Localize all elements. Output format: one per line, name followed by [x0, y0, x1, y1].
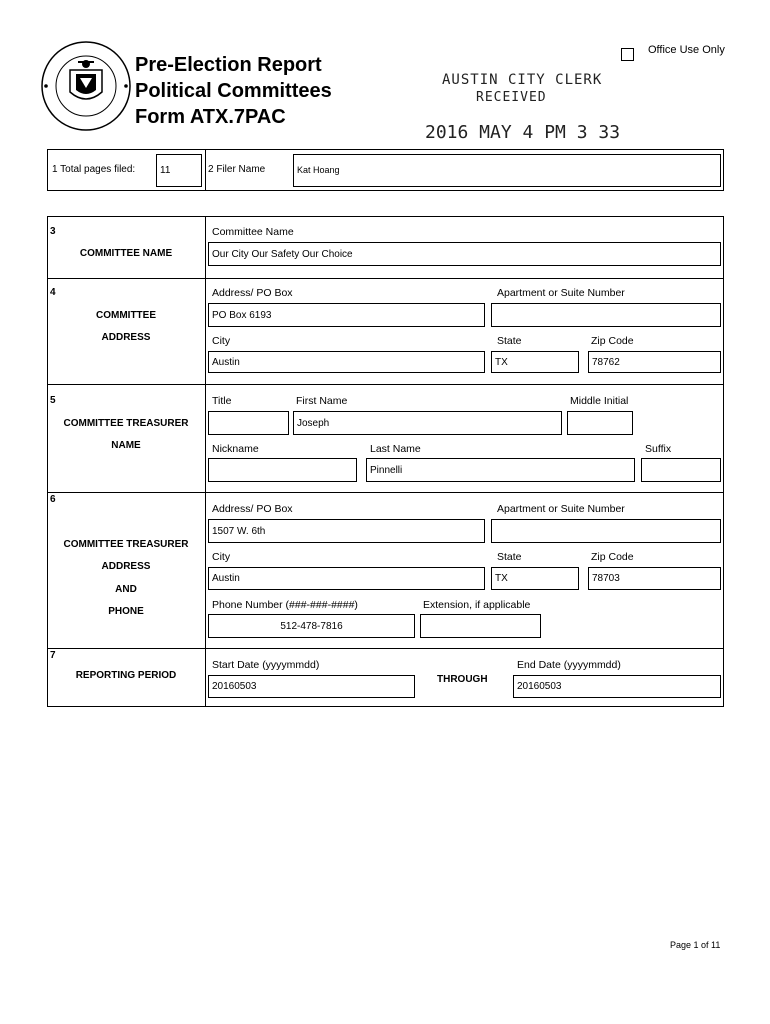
end-date-label: End Date (yyyymmdd) — [517, 659, 621, 671]
committee-name-caption: COMMITTEE NAME — [79, 248, 173, 259]
section-number: 7 — [50, 650, 56, 661]
treasurer-nickname-value — [209, 459, 356, 462]
last-name-label: Last Name — [370, 443, 421, 455]
city-label: City — [212, 335, 231, 347]
treasurer-apt-value — [492, 520, 720, 523]
treasurer-state-field[interactable] — [491, 567, 579, 590]
start-date-field[interactable] — [208, 675, 415, 698]
treasurer-address-caption-2: ADDRESS — [101, 561, 151, 572]
treasurer-name-caption-1: COMMITTEE TREASURER — [63, 418, 189, 429]
treasurer-first-name-field[interactable] — [293, 411, 562, 435]
treasurer-phone-field[interactable] — [208, 614, 415, 638]
treasurer-last-name-value: Pinnelli — [370, 465, 403, 476]
address-label: Address/ PO Box — [212, 287, 293, 299]
city-seal — [40, 40, 132, 132]
suffix-label: Suffix — [645, 443, 672, 455]
row-divider — [47, 648, 724, 649]
treasurer-city-field[interactable] — [208, 567, 485, 590]
committee-state-field[interactable] — [491, 351, 579, 373]
committee-zip-value: 78762 — [592, 357, 620, 368]
filer-name-label: 2 Filer Name — [208, 164, 266, 175]
treasurer-address-field[interactable] — [208, 519, 485, 543]
received-stamp-line2: RECEIVED — [476, 90, 547, 105]
end-date-value: 20160503 — [517, 681, 562, 692]
section-number: 4 — [50, 287, 56, 298]
treasurer-nickname-field[interactable] — [208, 458, 357, 482]
office-use-label: Office Use Only — [648, 44, 725, 56]
treasurer-middle-initial-field[interactable] — [567, 411, 633, 435]
section-number: 3 — [50, 226, 56, 237]
form-title-line3: Form ATX.7PAC — [135, 106, 286, 128]
row-divider — [47, 278, 724, 279]
row-divider — [47, 384, 724, 385]
committee-name-label: Committee Name — [212, 226, 294, 238]
extension-label: Extension, if applicable — [423, 599, 531, 611]
treasurer-suffix-value — [642, 459, 720, 462]
total-pages-value: 11 — [160, 165, 171, 176]
nickname-label: Nickname — [212, 443, 259, 455]
treasurer-name-caption-2: NAME — [111, 440, 141, 451]
committee-address-field[interactable] — [208, 303, 485, 327]
phone-label: Phone Number (###-###-####) — [212, 599, 358, 611]
committee-address-caption-1: COMMITTEE — [96, 310, 156, 321]
treasurer-extension-field[interactable] — [420, 614, 541, 638]
middle-initial-label: Middle Initial — [570, 395, 629, 407]
committee-apt-field[interactable] — [491, 303, 721, 327]
treasurer-title-value — [209, 412, 288, 415]
title-label: Title — [212, 395, 232, 407]
zip-label: Zip Code — [591, 551, 634, 563]
treasurer-state-value: TX — [495, 573, 508, 584]
city-label: City — [212, 551, 231, 563]
filer-name-value: Kat Hoang — [297, 165, 340, 175]
treasurer-zip-value: 78703 — [592, 573, 620, 584]
committee-address-caption-2: ADDRESS — [101, 332, 151, 343]
committee-apt-value — [492, 304, 720, 307]
section-number: 5 — [50, 395, 56, 406]
start-date-value: 20160503 — [212, 681, 257, 692]
form-title-line2: Political Committees — [135, 80, 332, 102]
apt-label: Apartment or Suite Number — [497, 287, 625, 299]
committee-city-field[interactable] — [208, 351, 485, 373]
state-label: State — [497, 551, 522, 563]
office-use-checkbox[interactable] — [621, 48, 634, 61]
total-pages-field[interactable] — [156, 154, 202, 187]
caption-column-divider — [205, 216, 206, 707]
state-label: State — [497, 335, 522, 347]
address-label: Address/ PO Box — [212, 503, 293, 515]
committee-address-value: PO Box 6193 — [212, 310, 272, 321]
start-date-label: Start Date (yyyymmdd) — [212, 659, 320, 671]
treasurer-suffix-field[interactable] — [641, 458, 721, 482]
divider — [205, 149, 206, 191]
treasurer-apt-field[interactable] — [491, 519, 721, 543]
zip-label: Zip Code — [591, 335, 634, 347]
committee-city-value: Austin — [212, 357, 240, 368]
end-date-field[interactable] — [513, 675, 721, 698]
committee-name-value: Our City Our Safety Our Choice — [212, 249, 353, 260]
apt-label: Apartment or Suite Number — [497, 503, 625, 515]
treasurer-address-caption-3: AND — [115, 584, 137, 595]
treasurer-title-field[interactable] — [208, 411, 289, 435]
treasurer-extension-value — [421, 615, 540, 618]
treasurer-last-name-field[interactable] — [366, 458, 635, 482]
treasurer-first-name-value: Joseph — [297, 418, 330, 429]
first-name-label: First Name — [296, 395, 348, 407]
received-stamp-line3: 2016 MAY 4 PM 3 33 — [425, 122, 621, 143]
filer-name-field[interactable] — [293, 154, 721, 187]
treasurer-middle-initial-value — [568, 412, 632, 415]
section-number: 6 — [50, 494, 56, 505]
committee-name-field[interactable] — [208, 242, 721, 266]
row-divider — [47, 492, 724, 493]
received-stamp-line1: AUSTIN CITY CLERK — [442, 72, 603, 88]
treasurer-city-value: Austin — [212, 573, 240, 584]
total-pages-label: 1 Total pages filed: — [52, 164, 136, 175]
treasurer-zip-field[interactable] — [588, 567, 721, 590]
page-number: Page 1 of 11 — [670, 940, 721, 950]
committee-state-value: TX — [495, 357, 508, 368]
through-label: THROUGH — [437, 674, 488, 685]
treasurer-address-caption-1: COMMITTEE TREASURER — [63, 539, 189, 550]
form-title-line1: Pre-Election Report — [135, 54, 322, 76]
treasurer-address-value: 1507 W. 6th — [212, 526, 266, 537]
treasurer-phone-value: 512-478-7816 — [280, 621, 343, 632]
committee-zip-field[interactable] — [588, 351, 721, 373]
reporting-period-caption: REPORTING PERIOD — [75, 670, 177, 681]
city-seal-icon — [40, 40, 132, 132]
treasurer-address-caption-4: PHONE — [108, 606, 144, 617]
